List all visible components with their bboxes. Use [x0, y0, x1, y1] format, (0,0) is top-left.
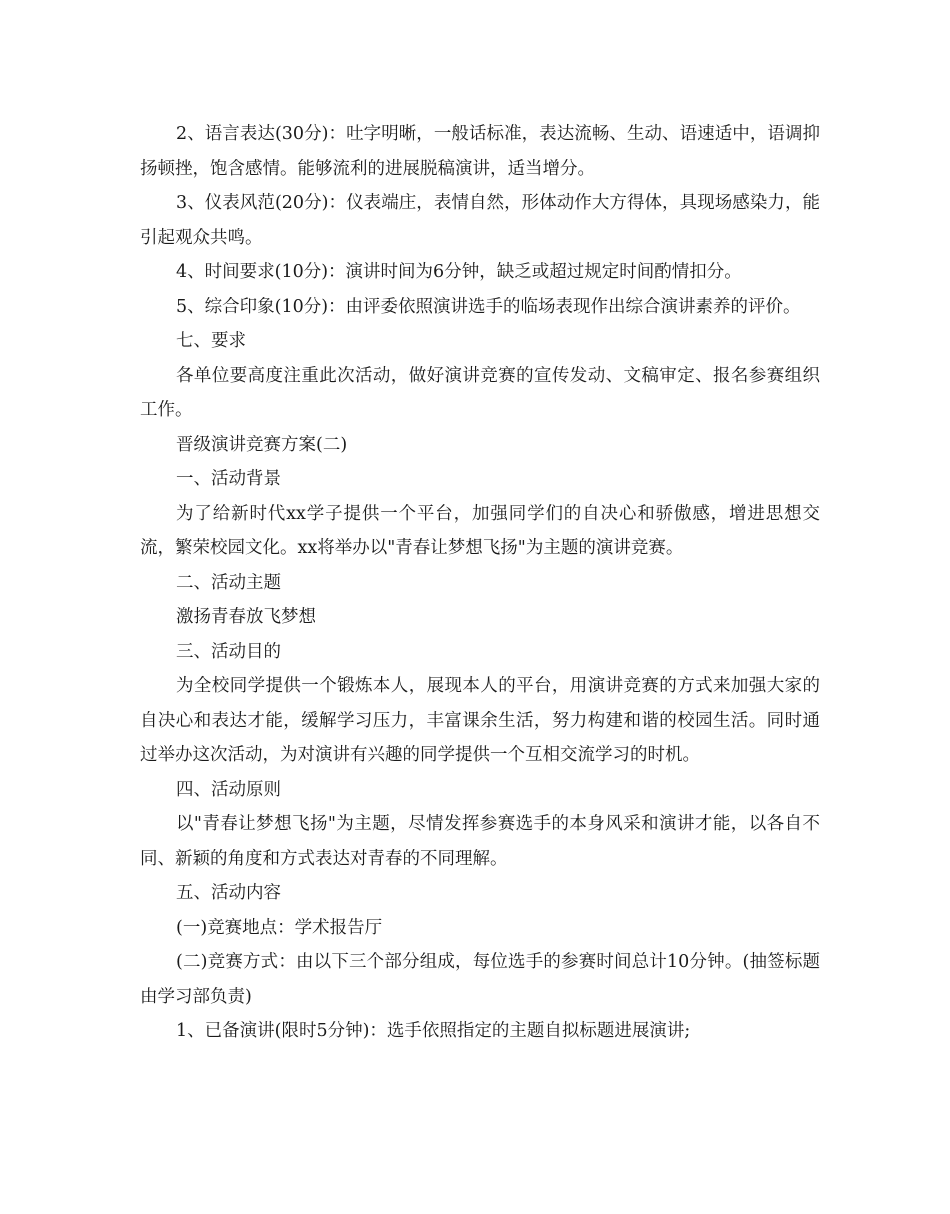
- paragraph-theme: 激扬青春放飞梦想: [176, 607, 316, 627]
- heading-requirements: 七、要求: [176, 331, 246, 351]
- heading-background: 一、活动背景: [176, 469, 281, 489]
- paragraph-format: (二)竞赛方式：由以下三个部分组成，每位选手的参赛时间总计10分钟。(抽签标题由学习部负责): [140, 952, 820, 1007]
- paragraph-principles: 以"青春让梦想飞扬"为主题，尽情发挥参赛选手的本身风采和演讲才能，以各自不同、新颖的角度和方式表达对青春的不同理解。: [140, 814, 820, 869]
- heading-content: 五、活动内容: [176, 883, 281, 903]
- paragraph-requirements: 各单位要高度注重此次活动，做好演讲竞赛的宣传发动、文稿审定、报名参赛组织工作。: [140, 365, 820, 420]
- paragraph-time-requirement: 4、时间要求(10分)：演讲时间为6分钟，缺乏或超过规定时间酌情扣分。: [176, 262, 742, 282]
- paragraph-purpose: 为全校同学提供一个锻炼本人，展现本人的平台，用演讲竞赛的方式来加强大家的自决心和表达才能，缓解学习压力，丰富课余生活，努力构建和谐的校园生活。同时通过举办这次活动，为对演讲有兴趣的同学提供一个互相交流学习的时机。: [140, 676, 820, 765]
- paragraph-background: 为了给新时代xx学子提供一个平台，加强同学们的自决心和骄傲感，增进思想交流，繁荣校园文化。xx将举办以"青春让梦想飞扬"为主题的演讲竞赛。: [140, 503, 820, 558]
- paragraph-appearance: 3、仪表风范(20分)：仪表端庄，表情自然，形体动作大方得体，具现场感染力，能引起观众共鸣。: [140, 193, 820, 248]
- paragraph-language-expression: 2、语言表达(30分)：吐字明晰，一般话标准，表达流畅、生动、语速适中，语调抑扬顿挫，饱含感情。能够流利的进展脱稿演讲，适当增分。: [140, 124, 820, 179]
- heading-theme: 二、活动主题: [176, 572, 281, 593]
- paragraph-prepared-speech: 1、已备演讲(限时5分钟)：选手依照指定的主题自拟标题进展演讲;: [176, 1021, 691, 1041]
- heading-plan-two: 晋级演讲竞赛方案(二): [176, 434, 348, 455]
- paragraph-venue: (一)竞赛地点：学术报告厅: [176, 917, 383, 938]
- heading-purpose: 三、活动目的: [176, 641, 281, 662]
- paragraph-overall-impression: 5、综合印象(10分)：由评委依照演讲选手的临场表现作出综合演讲素养的评价。: [176, 296, 801, 317]
- heading-principles: 四、活动原则: [176, 779, 281, 800]
- document-body: [140, 117, 820, 1049]
